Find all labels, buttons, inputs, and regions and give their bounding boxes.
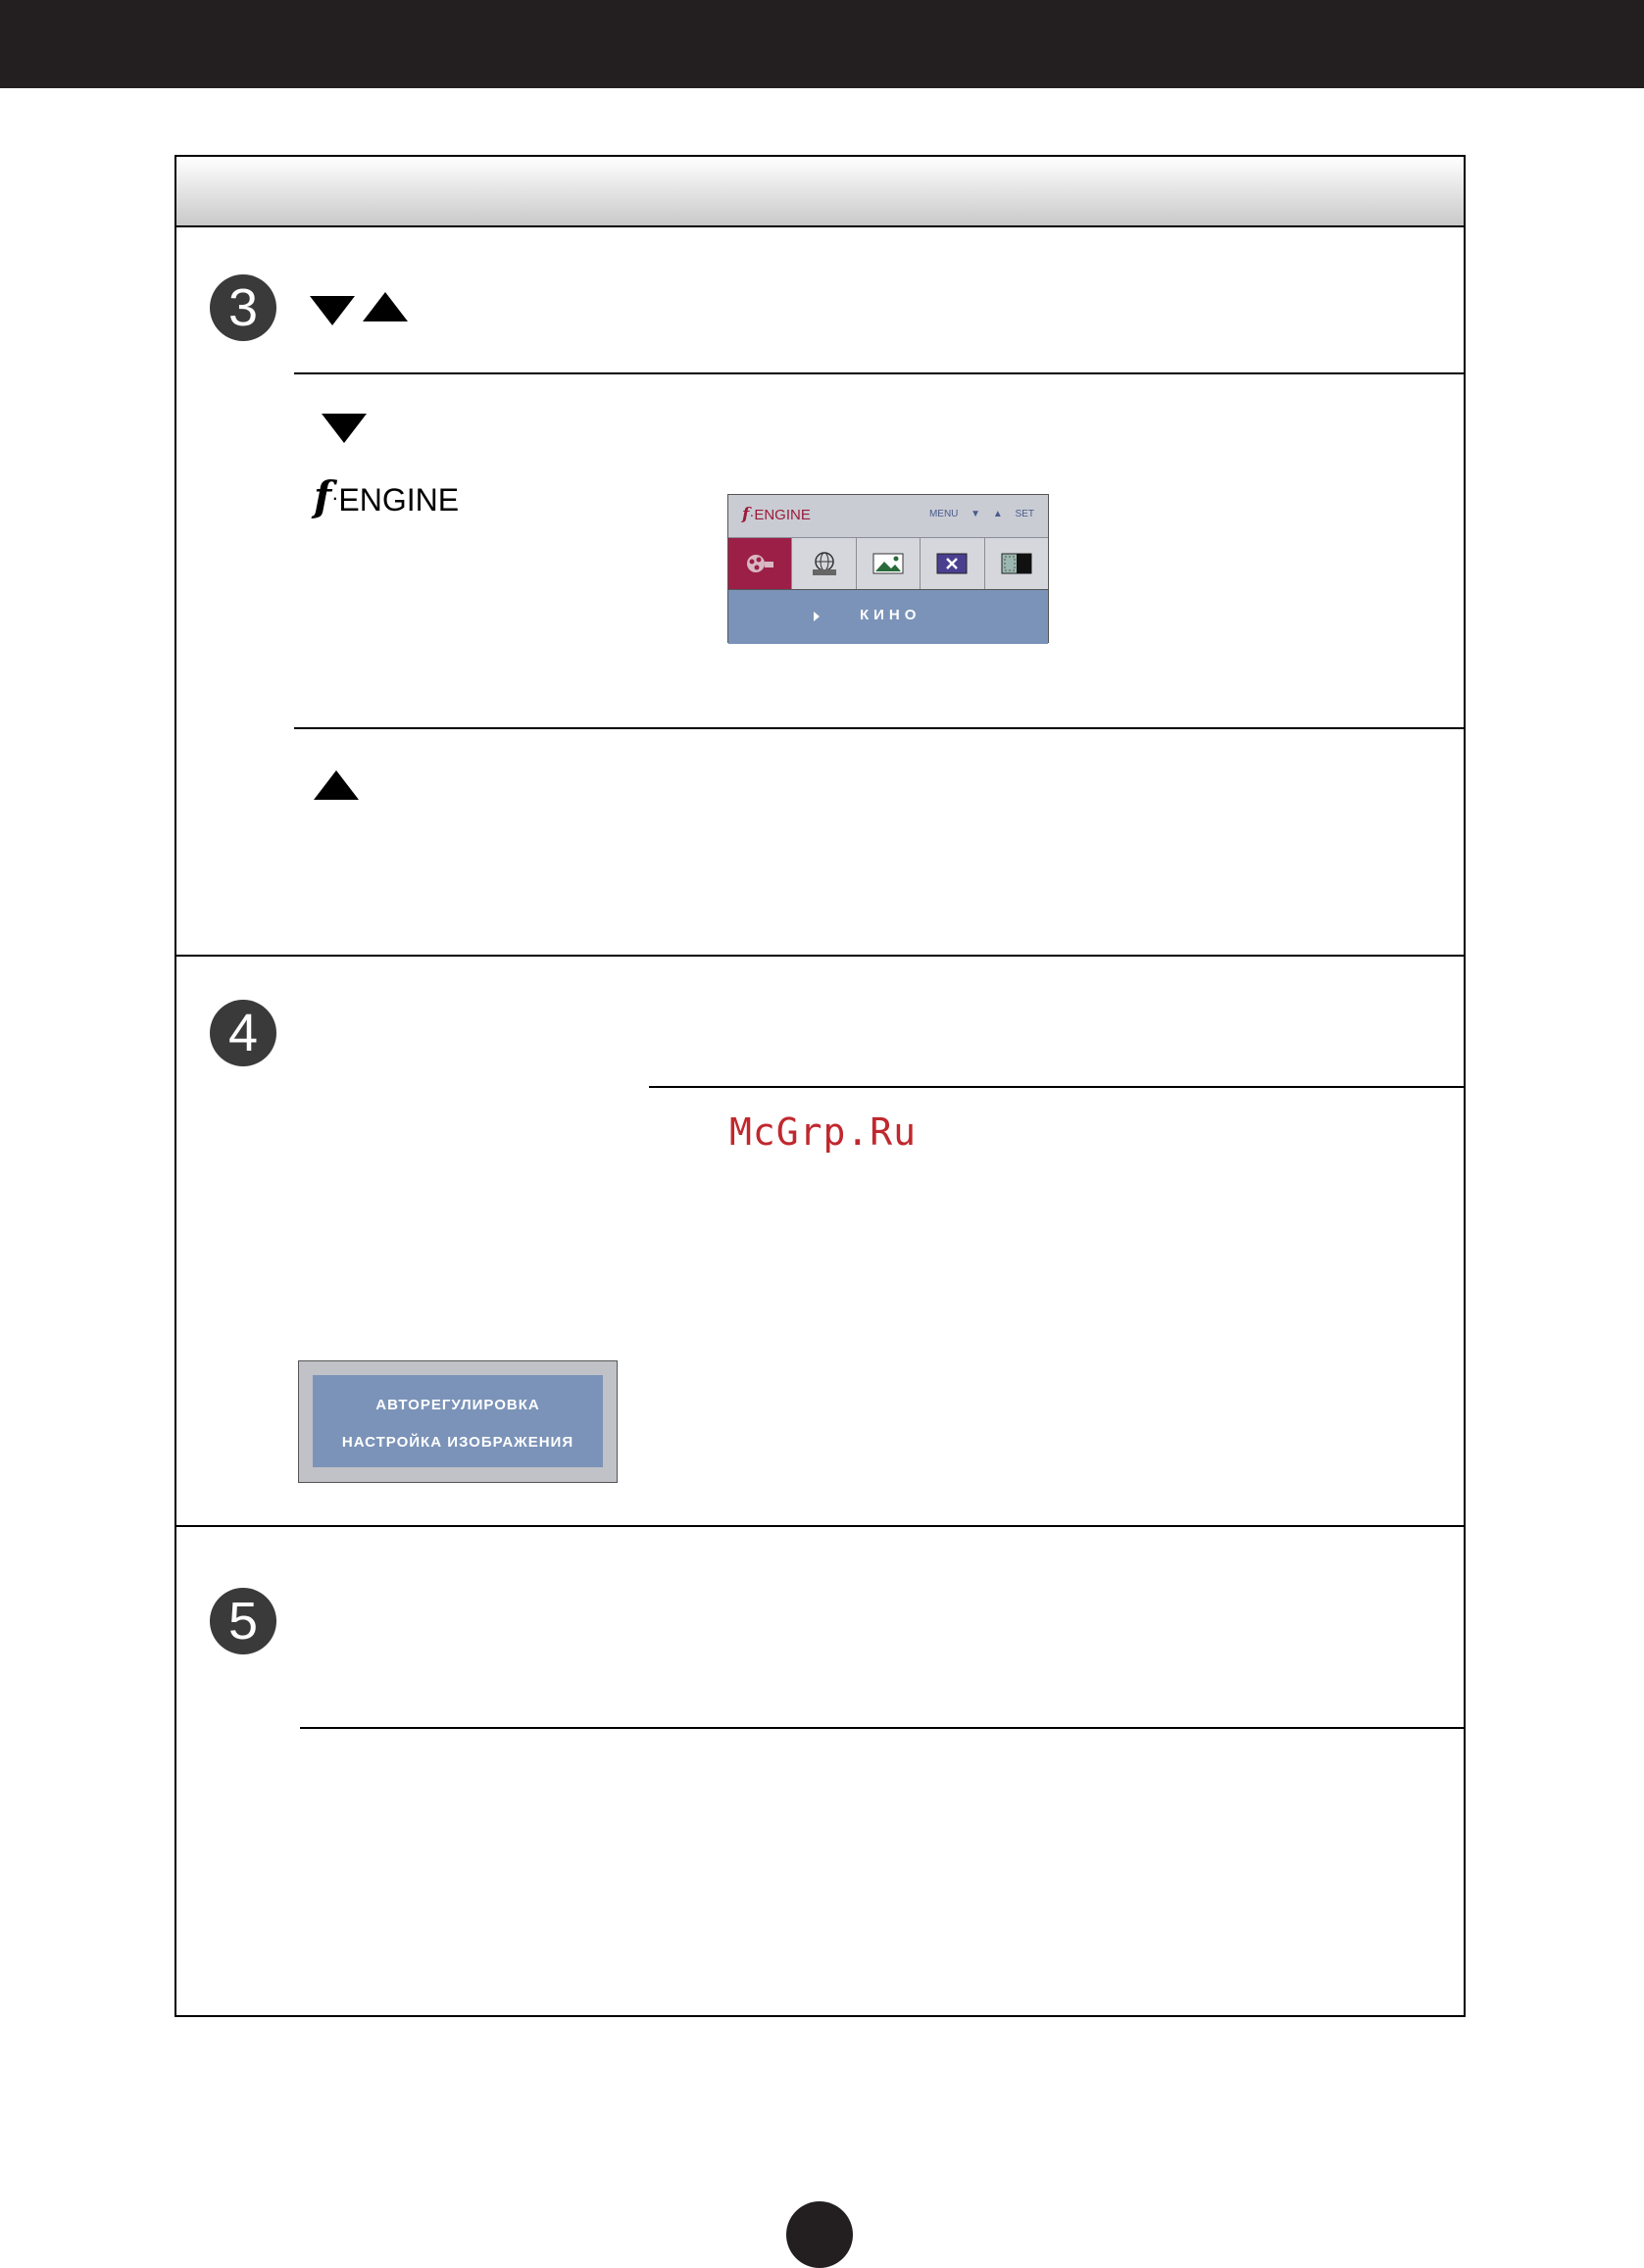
fengine-word: ENGINE [338, 482, 460, 518]
osd-title [742, 505, 811, 524]
fengine-f-glyph: f [314, 472, 332, 520]
down-arrow-icon [322, 414, 367, 443]
hint-set: SET [1015, 509, 1034, 519]
selection-arrow-icon [814, 612, 820, 621]
divider [294, 727, 1466, 729]
image-setup-item[interactable]: НАСТРОЙКА ИЗОБРАЖЕНИЯ [341, 1434, 574, 1451]
step-3-number: 3 [210, 274, 276, 341]
fengine-osd-menu [727, 494, 1049, 643]
hint-down: ▼ [971, 509, 981, 519]
section-divider [176, 955, 1466, 957]
photo-icon[interactable] [857, 538, 921, 589]
page-number-badge [786, 2201, 853, 2268]
divider [300, 1727, 1466, 1729]
watermark-text: McGrp.Ru [729, 1110, 918, 1154]
auto-adjust-menu [298, 1360, 618, 1483]
down-arrow-icon [310, 296, 355, 325]
divider [294, 372, 1466, 374]
osd-title-f: f [742, 505, 750, 524]
hint-menu: MENU [928, 509, 959, 519]
divider [649, 1086, 1466, 1088]
user-icon[interactable] [921, 538, 984, 589]
up-arrow-icon [363, 292, 408, 321]
osd-button-hints [920, 509, 1034, 519]
osd-title-bar [728, 495, 1048, 538]
step-4-number: 4 [210, 1000, 276, 1066]
osd-mode-icons [728, 538, 1048, 589]
up-arrow-icon [314, 770, 359, 800]
hint-up: ▲ [992, 509, 1003, 519]
normal-icon[interactable] [985, 538, 1048, 589]
auto-adjust-panel [313, 1375, 603, 1467]
step-5-number: 5 [210, 1588, 276, 1654]
fengine-dot: · [331, 485, 339, 510]
internet-icon[interactable] [792, 538, 856, 589]
osd-title-word: ENGINE [754, 507, 811, 523]
auto-adjust-item[interactable]: АВТОРЕГУЛИРОВКА [375, 1397, 540, 1413]
top-header-bar [0, 0, 1644, 88]
table-header [176, 157, 1464, 227]
fengine-logo [314, 472, 459, 520]
section-divider [176, 1525, 1466, 1527]
movie-icon[interactable] [728, 538, 792, 589]
osd-selected-label: КИНО [860, 607, 922, 623]
instruction-table [174, 155, 1466, 2017]
osd-title-dot: · [749, 507, 755, 523]
osd-selected-mode-bar [728, 589, 1048, 644]
